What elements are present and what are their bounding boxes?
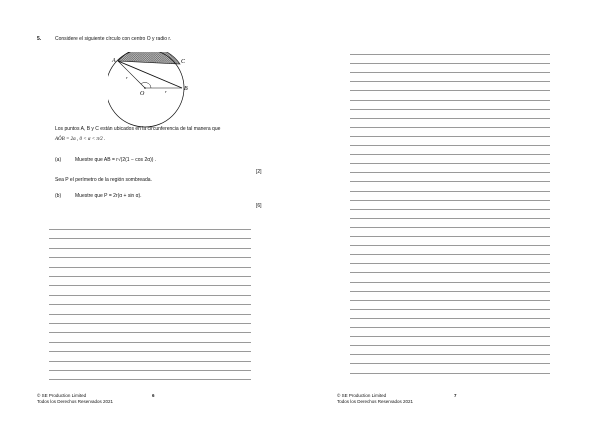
answer-line[interactable] — [350, 336, 550, 337]
answer-line[interactable] — [350, 373, 550, 374]
center-point — [144, 87, 146, 89]
answer-line[interactable] — [350, 72, 550, 73]
angle-condition: AÔB = 2α , 0 < α < π/2 . — [55, 137, 106, 142]
part-a-text: Muestre que AB = r√(2(1 − cos 2α)) . — [75, 157, 157, 163]
answer-line[interactable] — [49, 323, 251, 324]
answer-line[interactable] — [350, 209, 550, 210]
label-b: B — [184, 86, 188, 92]
footer-rights: Todos los Derechos Reservados 2021 — [337, 399, 414, 404]
answer-line[interactable] — [350, 327, 550, 328]
answer-line[interactable] — [350, 90, 550, 91]
part-a-label: (a) — [55, 157, 62, 163]
part-b-marks: [6] — [256, 203, 262, 209]
answer-line[interactable] — [49, 379, 251, 380]
answer-line[interactable] — [350, 63, 550, 64]
answer-line[interactable] — [350, 300, 550, 301]
answer-line[interactable] — [49, 332, 251, 333]
answer-line[interactable] — [350, 145, 550, 146]
part-b-label: (b) — [55, 193, 62, 199]
footer-copyright: © SE Production Limited — [337, 393, 387, 398]
page-number: 6 — [152, 393, 155, 398]
answer-line[interactable] — [350, 172, 550, 173]
answer-line[interactable] — [49, 361, 251, 362]
answer-line[interactable] — [350, 100, 550, 101]
perimeter-definition: Sea P el perímetro de la región sombreada. — [55, 177, 152, 183]
answer-line[interactable] — [350, 227, 550, 228]
page-number: 7 — [454, 393, 457, 398]
answer-line[interactable] — [350, 191, 550, 192]
label-r-bottom: r — [165, 89, 167, 94]
answer-line[interactable] — [350, 181, 550, 182]
part-b-text: Muestre que P = 2r(α + sin α). — [75, 193, 142, 199]
answer-line[interactable] — [350, 309, 550, 310]
answer-line[interactable] — [350, 109, 550, 110]
label-a: A — [112, 58, 116, 64]
label-c: C — [181, 59, 186, 65]
answer-line[interactable] — [350, 282, 550, 283]
answer-line[interactable] — [350, 118, 550, 119]
answer-line[interactable] — [350, 136, 550, 137]
answer-line[interactable] — [49, 257, 251, 258]
answer-line[interactable] — [350, 363, 550, 364]
answer-line[interactable] — [350, 263, 550, 264]
circle-figure — [108, 52, 194, 132]
answer-line[interactable] — [350, 236, 550, 237]
footer-left — [37, 393, 113, 405]
answer-line[interactable] — [350, 163, 550, 164]
answer-line[interactable] — [49, 295, 251, 296]
answer-line[interactable] — [350, 200, 550, 201]
answer-line[interactable] — [350, 127, 550, 128]
label-o: O — [140, 91, 145, 97]
question-intro: Considere el siguiente círculo con centro O y radio r. — [55, 36, 172, 42]
answer-line[interactable] — [49, 238, 251, 239]
answer-line[interactable] — [49, 314, 251, 315]
answer-line[interactable] — [350, 318, 550, 319]
answer-line[interactable] — [350, 81, 550, 82]
answer-line[interactable] — [350, 218, 550, 219]
answer-line[interactable] — [350, 291, 550, 292]
answer-line[interactable] — [350, 154, 550, 155]
answer-line[interactable] — [350, 54, 550, 55]
answer-line[interactable] — [350, 345, 550, 346]
question-number: 5. — [37, 36, 42, 42]
answer-line[interactable] — [49, 276, 251, 277]
answer-line[interactable] — [350, 254, 550, 255]
part-a-marks: [2] — [256, 169, 262, 175]
answer-line[interactable] — [49, 304, 251, 305]
label-r-left: r — [126, 75, 128, 80]
answer-line[interactable] — [350, 354, 550, 355]
answer-line[interactable] — [49, 351, 251, 352]
footer-rights: Todos los Derechos Reservados 2021 — [37, 399, 114, 404]
radius-oa — [118, 61, 145, 88]
answer-line[interactable] — [49, 370, 251, 371]
answer-line[interactable] — [49, 342, 251, 343]
answer-line[interactable] — [49, 248, 251, 249]
answer-line[interactable] — [49, 267, 251, 268]
footer-copyright: © SE Production Limited — [37, 393, 87, 398]
exam-page-right — [300, 0, 600, 424]
answer-line[interactable] — [350, 245, 550, 246]
points-description: Los puntos A, B y C están ubicados en la circunferencia de tal manera que — [55, 126, 221, 132]
answer-line[interactable] — [350, 272, 550, 273]
shaded-segment — [118, 52, 180, 64]
footer-right — [337, 393, 413, 405]
answer-line[interactable] — [49, 285, 251, 286]
answer-line[interactable] — [49, 229, 251, 230]
